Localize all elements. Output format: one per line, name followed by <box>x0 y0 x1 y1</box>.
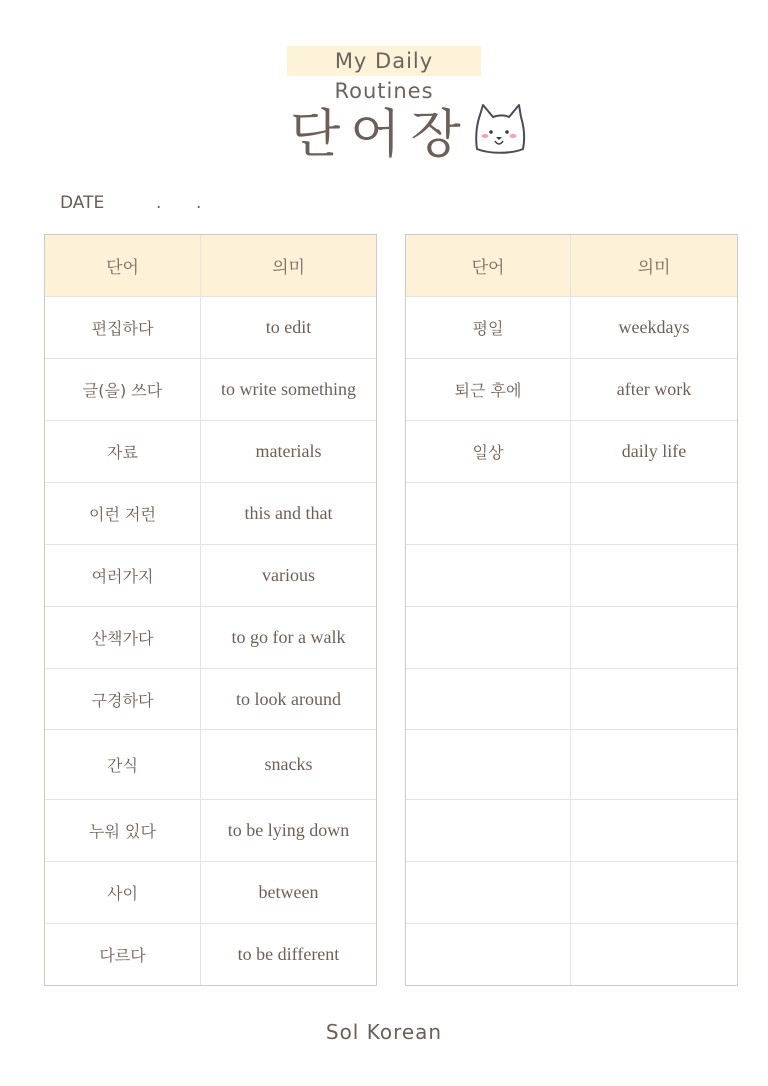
word-cell <box>406 862 571 923</box>
table-row <box>406 420 737 482</box>
table-row <box>406 358 737 420</box>
meaning-cell: between <box>258 882 319 902</box>
table-row-empty <box>406 861 737 923</box>
footer-brand: Sol Korean <box>325 1020 443 1044</box>
column-header-word: 단어 <box>45 235 201 296</box>
meaning-cell <box>571 862 737 923</box>
meaning-cell <box>571 607 737 668</box>
table-row <box>45 296 376 358</box>
table-row <box>45 420 376 482</box>
word-cell: 자료 <box>45 421 201 482</box>
meaning-cell: to be lying down <box>227 820 350 840</box>
column-header-word: 단어 <box>406 235 571 296</box>
word-cell: 산책가다 <box>45 607 201 668</box>
meaning-cell: to write something <box>221 379 356 399</box>
word-cell: 누워 있다 <box>45 800 201 861</box>
meaning-cell <box>571 924 737 985</box>
table-row <box>45 482 376 544</box>
table-row-empty <box>406 668 737 729</box>
cat-face-icon <box>471 101 527 155</box>
table-row <box>45 606 376 668</box>
meaning-cell <box>571 545 737 606</box>
title-block <box>290 100 527 170</box>
word-cell <box>406 669 571 729</box>
word-cell: 여러가지 <box>45 545 201 606</box>
table-row-empty <box>406 729 737 799</box>
table-row <box>45 358 376 420</box>
meaning-cell <box>571 800 737 861</box>
subtitle: My Daily Routines <box>287 46 481 76</box>
vocab-table-left <box>44 234 377 986</box>
table-row-empty <box>406 799 737 861</box>
table-row <box>45 923 376 985</box>
meaning-cell <box>571 730 737 799</box>
word-cell: 사이 <box>45 862 201 923</box>
meaning-cell: to go for a walk <box>231 627 346 647</box>
word-cell: 일상 <box>406 421 571 482</box>
word-cell <box>406 607 571 668</box>
table-row <box>45 861 376 923</box>
meaning-cell: various <box>262 565 315 585</box>
word-cell <box>406 483 571 544</box>
table-row <box>45 544 376 606</box>
word-cell: 글(을) 쓰다 <box>45 359 201 420</box>
word-cell: 퇴근 후에 <box>406 359 571 420</box>
date-separator: . <box>156 193 162 213</box>
table-row-empty <box>406 606 737 668</box>
table-row <box>45 799 376 861</box>
meaning-cell <box>571 483 737 544</box>
table-row-empty <box>406 482 737 544</box>
meaning-cell: to be different <box>237 944 340 964</box>
word-cell <box>406 545 571 606</box>
column-header-meaning: 의미 <box>272 258 305 278</box>
word-cell <box>406 800 571 861</box>
table-row-empty <box>406 544 737 606</box>
date-label: DATE <box>60 193 105 213</box>
meaning-cell: to edit <box>265 317 312 337</box>
word-cell <box>406 730 571 799</box>
table-header-row <box>406 235 737 296</box>
word-cell <box>406 924 571 985</box>
table-row <box>45 729 376 799</box>
meaning-cell: materials <box>255 441 322 461</box>
page-title: 단어장 <box>290 105 471 165</box>
meaning-cell: this and that <box>244 503 333 523</box>
meaning-cell: snacks <box>264 754 313 774</box>
word-cell: 평일 <box>406 297 571 358</box>
meaning-cell: weekdays <box>618 317 690 337</box>
word-cell: 다르다 <box>45 924 201 985</box>
meaning-cell: after work <box>616 379 692 399</box>
table-row <box>406 296 737 358</box>
vocab-table-right <box>405 234 738 986</box>
meaning-cell <box>571 669 737 729</box>
meaning-cell: to look around <box>236 688 341 709</box>
word-cell: 구경하다 <box>45 669 201 729</box>
table-header-row <box>45 235 376 296</box>
table-row-empty <box>406 923 737 985</box>
column-header-meaning: 의미 <box>637 258 671 278</box>
table-row <box>45 668 376 729</box>
word-cell: 이런 저런 <box>45 483 201 544</box>
word-cell: 간식 <box>45 730 201 799</box>
meaning-cell: daily life <box>621 441 687 461</box>
date-separator: . <box>196 193 202 213</box>
word-cell: 편집하다 <box>45 297 201 358</box>
